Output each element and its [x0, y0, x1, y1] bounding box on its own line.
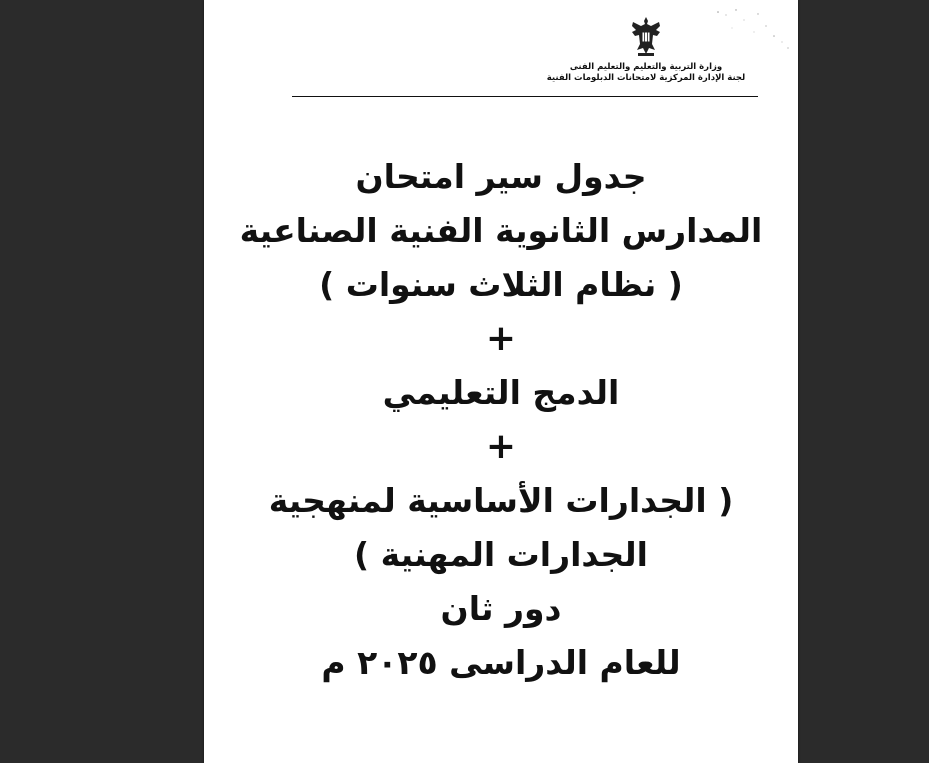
header-divider [292, 96, 758, 97]
egypt-eagle-emblem-icon [629, 14, 663, 58]
ministry-name: وزارة التربية والتعليم والتعليم الفنى [569, 62, 723, 72]
title-line-5: ( الجدارات الأساسية لمنهجية [268, 481, 734, 520]
document-page [204, 0, 798, 763]
title-line-2: المدارس الثانوية الفنية الصناعية [239, 211, 763, 250]
document-title [204, 150, 798, 690]
plus-sign-2: + [485, 426, 517, 467]
title-line-8: للعام الدراسى ٢٠٢٥ م [321, 643, 681, 682]
plus-sign-1: + [485, 318, 517, 359]
letterhead [536, 14, 756, 84]
title-line-3: ( نظام الثلاث سنوات ) [319, 265, 683, 304]
title-line-6: الجدارات المهنية ) [354, 535, 648, 574]
title-line-7: دور ثان [440, 589, 562, 628]
title-line-1: جدول سير امتحان [355, 157, 647, 196]
committee-name: لجنة الإدارة المركزية لامتحانات الدبلومات الفنية [546, 73, 746, 83]
title-line-4: الدمج التعليمي [382, 373, 620, 412]
